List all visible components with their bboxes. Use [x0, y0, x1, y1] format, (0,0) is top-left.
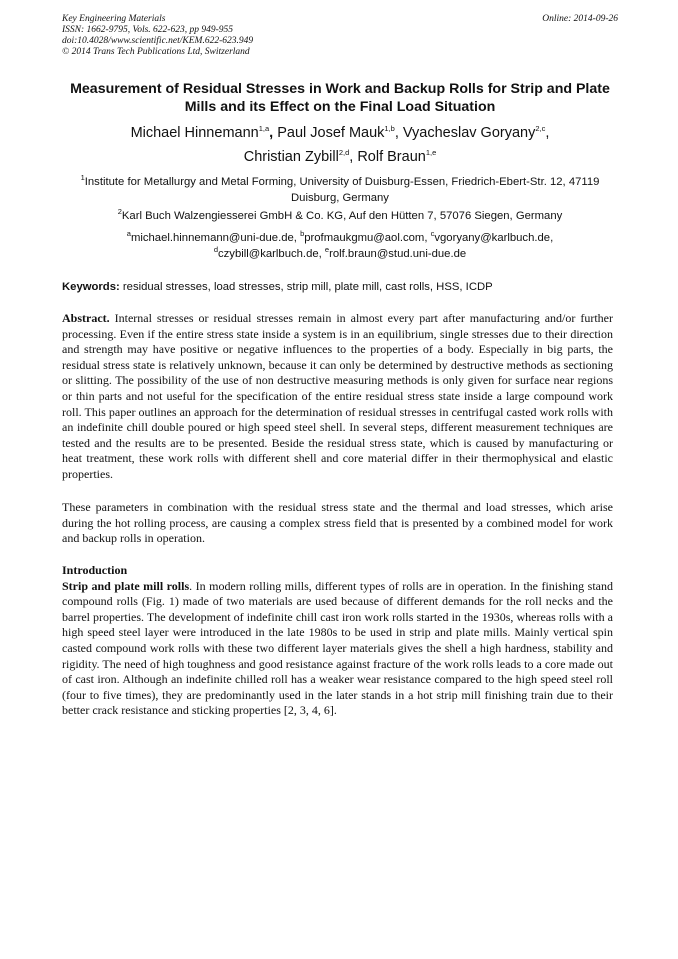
journal-name: Key Engineering Materials	[62, 14, 166, 24]
author: Vyacheslav Goryany$^{2,c}$,	[402, 124, 550, 141]
paper-title: Measurement of Residual Stresses in Work and Backup Rolls for Strip and Plate Mills and its Effect on the Final Load Situation	[70, 81, 610, 115]
email-link[interactable]: czybill@karlbuch.de,	[218, 248, 325, 260]
abstract-label: Abstract.	[62, 311, 110, 325]
email-link[interactable]: rolf.braun@stud.uni-due.de	[329, 248, 467, 260]
online-date: Online: 2014-09-26	[542, 14, 618, 24]
affiliation-1: $^1$Institute for Metallurgy and Metal Forming, University of Duisburg-Essen, Friedrich-Ebert-Str. 12, 47119 Duisburg, Germany	[80, 173, 600, 204]
email-link[interactable]: profmaukgmu@aol.com,	[304, 232, 431, 244]
affiliation-2: $^2$Karl Buch Walzengiesserei GmbH & Co. KG, Auf den Hütten 7, 57076 Siegen, Germany	[117, 207, 563, 222]
email-list: $^a$michael.hinnemann@uni-due.de, $^b$profmaukgmu@aol.com, $^c$vgoryany@karlbuch.de, $^d$czybill@karlbuch.de, $^e$rolf.braun@stud.uni-due.de	[126, 229, 554, 260]
subheading: Strip and plate mill rolls	[62, 578, 190, 593]
author: Rolf Braun$^{1,e}$	[357, 148, 437, 165]
keywords-label: Keywords:	[62, 281, 120, 293]
abstract	[62, 311, 613, 483]
journal-copyright: © 2014 Trans Tech Publications Ltd, Switzerland	[62, 47, 250, 57]
journal-doi: doi:10.4028/www.scientific.net/KEM.622-623.949	[62, 36, 254, 46]
email-link[interactable]: vgoryany@karlbuch.de,	[434, 232, 554, 244]
author: Christian Zybill$^{2,d}$,	[243, 148, 358, 165]
author: Michael Hinnemann$^{1,a}$,	[130, 124, 278, 141]
abstract-text: Internal stresses or residual stresses remain in almost every part after manufacturing and/or further processing. Even if the entire stress state inside a system is in an equilibrium, single stresses due to their direction and strength may have positive or negative influences to the properties of a body. Especially in big parts, the residual stress state is relatively unknown, because it can only be determined by destructive methods as sectioning or slitting. The possibility of the use of non destructive measuring methods is only given for surface near regions or thin parts and not useful for the specification of the entire residual stress state inside a large compound work roll. This paper outlines an approach for the determination of residual stresses in centrifugal casted work rolls with an indefinite chill double poured or high speed steel shell. In several steps, different measurement techniques are tested and the results are to be presented. Beside the residual stress state, which is caused by manufacturing or heat treatment, these work rolls with different shell and core material differ in their thermophysical and elastic properties.	[62, 311, 614, 481]
email-link[interactable]: michael.hinnemann@uni-due.de,	[130, 232, 301, 244]
keywords	[62, 280, 618, 294]
introduction-text: . In modern rolling mills, different types of rolls are in operation. In the finishing stand compound rolls (Fig. 1) made of two materials are used because of different demands for the roll necks and the barrel properties. The development of indefinite chill cast iron work rolls started in the 1930s, whereas rolls with a high speed steel layer were introduced in the late 1980s to be used in strip and plate mills. Mainly vertical spin casted compound work rolls with these two different layer materials gives the shell a high hardness, stability and rigidity. The need of high toughness and good resistance against fracture of the work rolls leads to a core made out of cast iron. Although an indefinite chilled roll has a weaker wear resistance compared to the high speed steel roll (four to five times), they are predominantly used in the later stands in a hot strip mill finishing train due to their better crack resistance and sticking properties [2, 3, 4, 6].	[62, 578, 613, 718]
journal-issn: ISSN: 1662-9795, Vols. 622-623, pp 949-955	[62, 25, 233, 35]
author-list	[62, 121, 618, 169]
author: Paul Josef Mauk$^{1,b}$,	[277, 124, 403, 141]
introduction-section	[62, 563, 613, 719]
keywords-text: residual stresses, load stresses, strip mill, plate mill, cast rolls, HSS, ICDP	[122, 281, 493, 293]
abstract-paragraph-2: These parameters in combination with the residual stress state and the thermal and load stresses, which arise during the hot rolling process, are causing a complex stress field that is presented by a combined model for work and backup rolls in operation.	[62, 500, 613, 546]
journal-header	[62, 14, 618, 58]
section-heading: Introduction	[62, 563, 128, 577]
